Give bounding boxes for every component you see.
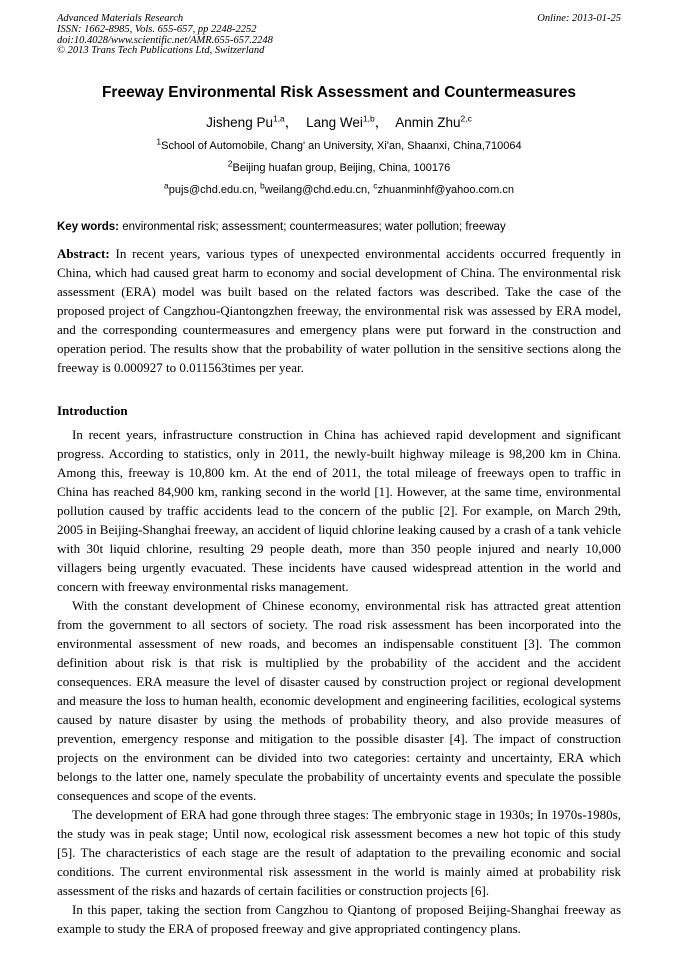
email: $^b$weilang@chd.edu.cn, xyxy=(260,180,374,197)
journal-header xyxy=(57,14,621,57)
copyright-line: © 2013 Trans Tech Publications Ltd, Switzerland xyxy=(57,45,265,57)
author-name: Anmin Zhu$^{2,c}$ xyxy=(395,113,472,131)
affiliation-text: Beijing huafan group, Beijing, China, 100176 xyxy=(232,162,451,175)
author-name: Lang Wei$^{1,b}$ xyxy=(306,113,375,131)
author-separator: ， xyxy=(284,115,303,131)
affiliation-marker: 1 xyxy=(156,136,162,147)
journal-name: Advanced Materials Research xyxy=(57,13,184,24)
abstract-label: Abstract: xyxy=(57,246,110,262)
body-paragraph: In recent years, infrastructure construction in China has achieved rapid development and significant progress. According to statistics, only in 2011, the newly-built highway mileage is 98,200 km in China. Among this, freeway is 10,800 km. At the end of 2011, the total mileage of freeways open to traffic in China has reached 84,900 km, ranking second in the world [1]. However, at the same time, environmental pollution caused by traffic accidents lead to the concern of the public [2]. For example, on March 29th, 2005 in Beijing-Shanghai freeway, an accident of liquid chlorine leaking caused by a crash of a tank vehicle with 30t liquid chlorine, resulting 29 people death, more than 350 people injured and nearly 10,000 villagers being urgently evacuated. These incidents have caused widespread attention in the world and concern with freeway environmental risks management. xyxy=(57,427,621,595)
affiliation-marker: 2 xyxy=(227,158,233,169)
email: $^c$zhuanminhf@yahoo.com.cn xyxy=(373,180,514,197)
section-heading-introduction: Introduction xyxy=(57,403,128,419)
issn-line: ISSN: 1662-8985, Vols. 655-657, pp 2248-2252 xyxy=(57,23,257,35)
affiliation-text: School of Automobile, Chang' an University, Xi'an, Shaanxi, China,710064 xyxy=(161,140,522,153)
author-affil-marker: 1,b xyxy=(362,113,375,124)
author-name: Jisheng Pu$^{1,a}$ xyxy=(206,113,285,131)
author-emails xyxy=(57,180,621,197)
keywords-line xyxy=(57,220,621,234)
abstract xyxy=(57,244,621,377)
online-date: Online: 2013-01-25 xyxy=(537,13,621,24)
authors-line xyxy=(57,115,621,131)
author-affil-marker: 2,c xyxy=(460,113,472,124)
keywords-text: environmental risk; assessment; countermeasures; water pollution; freeway xyxy=(119,221,506,234)
email-marker: c xyxy=(373,180,378,191)
email-marker: a xyxy=(164,180,169,191)
affiliation xyxy=(57,136,621,153)
body-paragraph: The development of ERA had gone through three stages: The embryonic stage in 1930s; In 1970s-1980s, the study was in peak stage; Until now, ecological risk assessment becomes a new hot topic of this study [5]. The characteristics of each stage are the result of adaptation to the prevailing economic and social conditions. The current environmental risk assessment in the world is mainly aimed at probability risk assessment of the risks and hazards of certain facilities or construction projects [6]. xyxy=(57,807,621,899)
author-affil-marker: 1,a xyxy=(272,113,285,124)
paper-title: Freeway Environmental Risk Assessment and Countermeasures xyxy=(101,84,577,102)
journal-header-left xyxy=(57,14,273,57)
email: $^a$pujs@chd.edu.cn, xyxy=(164,180,261,197)
keywords-label: Key words: xyxy=(57,221,119,234)
email-marker: b xyxy=(260,180,265,191)
affiliation xyxy=(57,158,621,175)
abstract-text: In recent years, various types of unexpected environmental accidents occurred frequently in China, which had caused great harm to economy and social development of China. The environmental risk assessment (ERA) model was built based on the related factors was described. Take the case of the proposed project of Cangzhou-Qiantongzhen freeway, the environmental risk was assessed by ERA model, and the corresponding countermeasures and emergency plans were put forward in the construction and operation period. The results show that the probability of water pollution in the sensitive sections along the freeway is 0.000927 to 0.011563times per year. xyxy=(57,246,621,376)
doi-line: doi:10.4028/www.scientific.net/AMR.655-657.2248 xyxy=(57,34,273,46)
body-paragraph: In this paper, taking the section from Cangzhou to Qiantong of proposed Beijing-Shanghai freeway as example to study the ERA of proposed freeway and give appropriated contingency plans. xyxy=(57,902,621,937)
body-paragraph: With the constant development of Chinese economy, environmental risk has attracted great attention from the government to all sectors of society. The road risk assessment has been incorporated into the environmental assessment of new roads, and becomes an indispensable constituent [3]. The common definition about risk is that risk is multiplied by the probability of the accident and the accident consequences. ERA measure the level of disaster caused by construction project or regional development and measure the loss to human health, economic development and engineering facilities, ecological systems caused by nature disaster by using the methods of probability theory, and also provide measures of prevention, emergency response and mitigation to the possible disaster [4]. The impact of construction projects on the environment can be divided into two categories: certainty and uncertainty, ERA which belongs to the latter one, namely speculate the probability of uncertainty events and speculate the possible consequences and scope of the events. xyxy=(57,598,621,804)
author-separator: ， xyxy=(374,115,393,131)
